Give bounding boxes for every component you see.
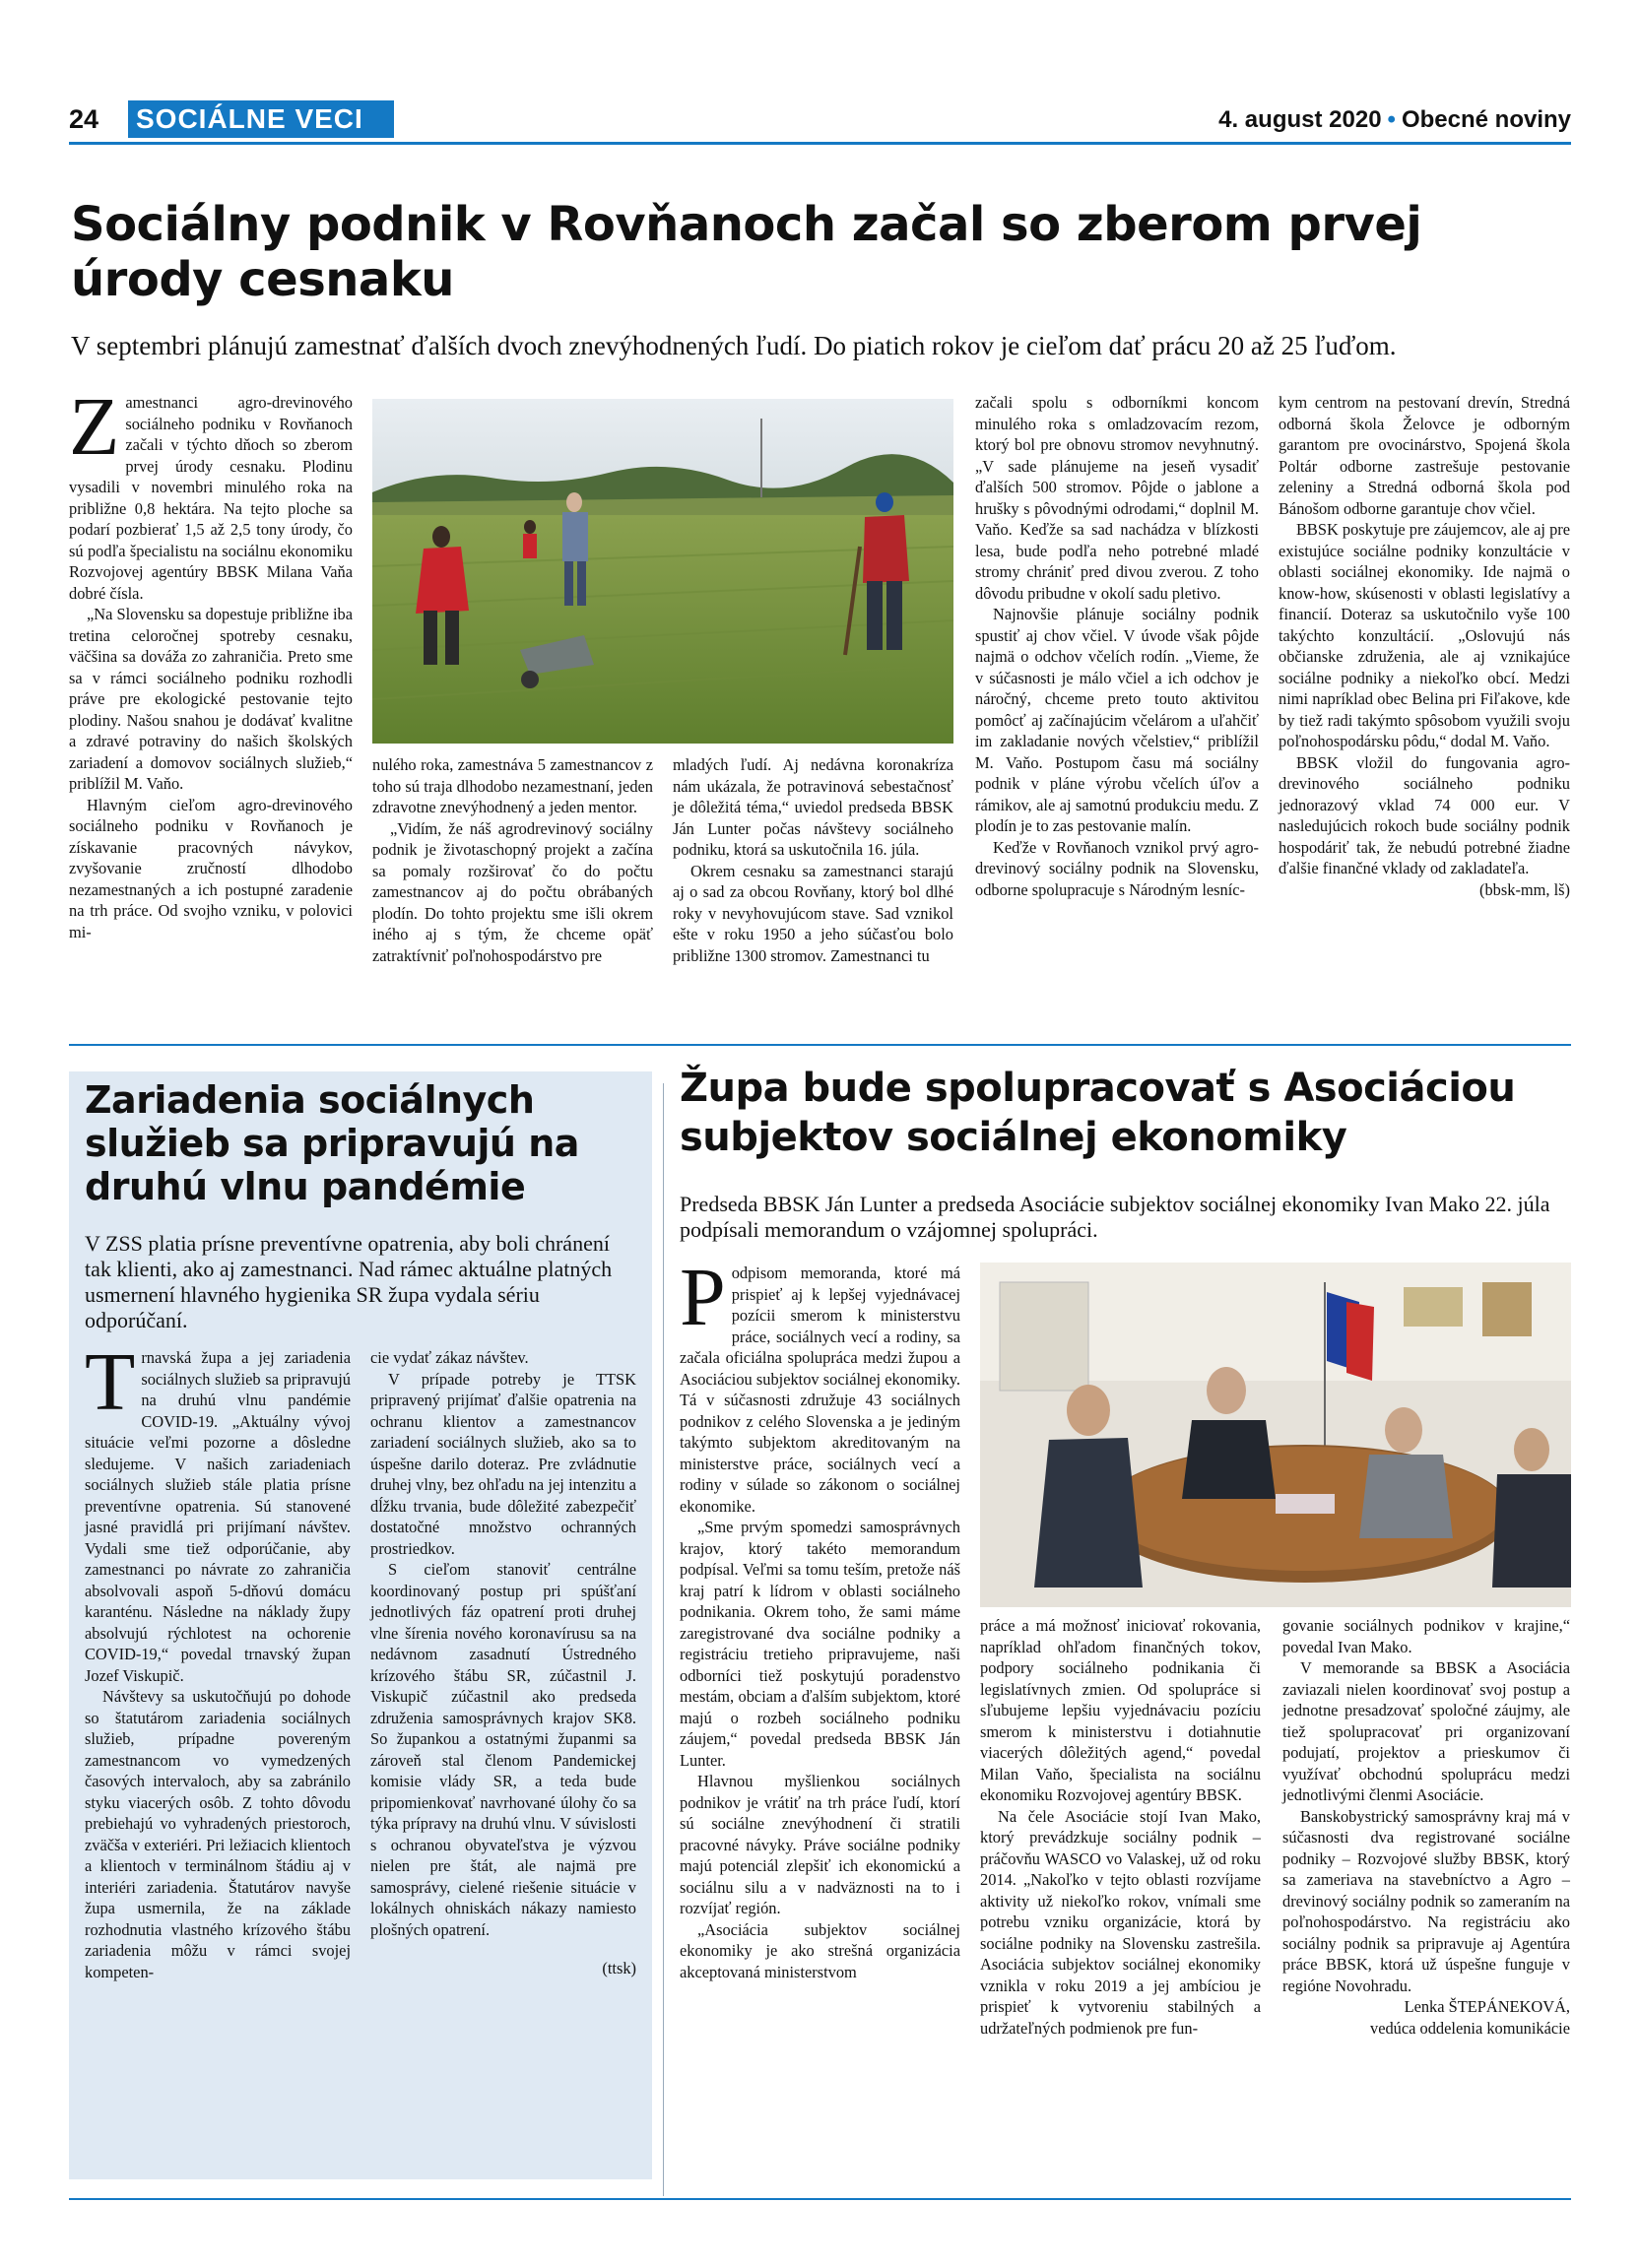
header-rule xyxy=(69,142,1571,145)
article1-column-2 xyxy=(372,754,653,966)
article1-column-4 xyxy=(975,392,1259,900)
paragraph: kym centrom na pestovaní drevín, Stredná odborná škola Želovce je odborným garantom pre ovocinárstvo, Spojená škola Poltár odborne zastrešuje pestovanie zeleniny a Stredná odborná škola pod Bánošom odborne garantuje chov včiel. xyxy=(1279,393,1570,518)
photo-garlic-harvest xyxy=(372,399,953,744)
paragraph: Hlavnou myšlienkou sociálnych podnikov je vrátiť na trh práce ľudí, ktorí sú sociálne znevýhodnení či stratili pracovné návyky. Práve sociálne podniky majú potenciál zlepšiť ich ekonomickú a sociálnu silu a v nadväznosti na to i rozvíjať región. xyxy=(680,1772,960,1917)
dropcap: P xyxy=(680,1252,726,1343)
paragraph: Banskobystrický samosprávny kraj má v súčasnosti dva registrované sociálne podniky – Rozvojové služby BBSK, ktorý sa zameriava na stavebníctvo a Agro – drevinový sociálny podnik so zameraním na poľnohospodárstvo. Na registráciu ako sociálny podnik sa pripravuje aj Agentúra práce BBSK, ktorá už úspešne funguje v regióne Novohradu. xyxy=(1282,1806,1570,1995)
article2-column-2 xyxy=(370,1347,636,1979)
article2-lead: V ZSS platia prísne preventívne opatrenia, aby boli chránení tak klienti, ako aj zamestnanci. Nad rámec aktuálne platných usmernení hlavného hygienika SR župa vydala sériu odporúčaní. xyxy=(85,1231,613,1332)
divider xyxy=(69,1044,1571,1046)
photo-memorandum-signing xyxy=(980,1263,1571,1607)
paragraph: V prípade potreby je TTSK pripravený prijímať ďalšie opatrenia na ochranu klientov a zamestnancov zariadení sociálnych služieb, ako sa to úspešne darilo doteraz. Pre zvládnutie druhej vlny, bez ohľadu na jej intenzitu a dĺžku trvania, bude dôležité zabezpečiť dostatočné množstvo ochranných prostriedkov. xyxy=(370,1369,636,1558)
paragraph: Najnovšie plánuje sociálny podnik spustiť aj chov včiel. V úvode však pôjde najmä o odchov včelích rodín. „Vieme, že v súčasnosti je málo včiel a ich odchov je náročný, chceme preto touto aktivitou pomôcť aj začínajúcim včelárom a uľahčiť im zakladanie nových včelstiev,“ priblížil M. Vaňo. Postupom času má sociálny podnik v pláne výrobu včelích úľov a rámikov, ale aj samotnú produkciu medu. Z plodín je to zas pestovanie malín. xyxy=(975,605,1259,835)
signature-name: Lenka ŠTEPÁNEKOVÁ, xyxy=(1404,1997,1570,2016)
paragraph: BBSK poskytuje pre záujemcov, ale aj pre existujúce sociálne podniky konzultácie v oblasti sociálnej ekonomiky. Ide najmä o know-how, skúsenosti v oblasti legislatívy a financií. Doteraz sa uskutočnilo vyše 100 takýchto konzultácií. „Oslovujú nás občianske združenia, ale aj vznikajúce sociálne podniky a niekoľko obcí. Medzi nimi napríklad obec Belina pri Fiľakove, kde by tiež radi takýmto spôsobom využili svoju poľnohospodársku pôdu,“ dodal M. Vaňo. xyxy=(1279,520,1570,750)
dropcap: Z xyxy=(69,381,120,473)
paragraph: Keďže v Rovňanoch vznikol prvý agro-drevinový sociálny podnik na Slovensku, odborne spolupracuje s Národným lesníc- xyxy=(975,837,1259,899)
article2-column-1 xyxy=(85,1336,351,1982)
separator-dot: • xyxy=(1387,106,1396,133)
article1-column-5 xyxy=(1279,392,1570,900)
article1-title: Sociálny podnik v Rovňanoch začal so zberom prvej úrody cesnaku xyxy=(71,197,1422,307)
page-number: 24 xyxy=(69,104,99,134)
section-label: SOCIÁLNE VECI xyxy=(128,100,394,138)
article3-title: Župa bude spolupracovať s Asociáciou subjektov sociálnej ekonomiky xyxy=(680,1066,1516,1160)
paragraph: odpisom memoranda, ktoré má prispieť aj k lepšej vyjednávacej pozícii smerom k ministerstvu práce, sociálnych vecí a rodiny, sa začala oficiálna spolupráca medzi župou a Asociáciou subjektov sociálnej ekonomiky. Tá v súčasnosti združuje 43 sociálnych podnikov z celého Slovenska a je jediným takýmto subjektom akreditovaným na ministerstve práce, sociálnych vecí a rodiny v súlade so zákonom o sociálnej ekonomike. xyxy=(680,1264,960,1516)
paragraph: „Vidím, že náš agrodrevinový sociálny podnik je životaschopný projekt a začína sa pomaly rozširovať čo do počtu zamestnancov aj do počtu obrábaných plodín. Do tohto projektu sme išli okrem iného aj s tým, že chceme opäť zatraktívniť poľnohospodárstvo pre xyxy=(372,818,653,965)
paragraph: „Na Slovensku sa dopestuje približne iba tretina celoročnej spotreby cesnaku, väčšina sa dováža zo zahraničia. Preto sme sa v rámci sociálneho podniku rozhodli práve pre ekologické pestovanie tejto plodiny. Našou snahou je dodávať kvalitne a zdravé potraviny do našich školských zariadení a domovov sociálnych služieb,“ priblížil M. Vaňo. xyxy=(69,605,353,793)
paragraph: Návštevy sa uskutočňujú po dohode so štatutárom zariadenia sociálnych služieb, prípadne povereným zamestnancom vo vymedzených časových intervaloch, aby sa zabránilo styku viacerých osôb. Z tohto dôvodu prebiehajú vo vyhradených priestoroch, zväčša v exteriéri. Pri ležiacich klientoch a klientoch v terminálnom štádiu aj v interiéri zariadenia. Štatutárov navyše župa usmernila, že na základe rozhodnutia vlastného krízového štábu zariadenia môžu v rámci svojej kompeten- xyxy=(85,1687,351,1981)
article3-column-1 xyxy=(680,1252,960,1982)
paragraph: „Asociácia subjektov sociálnej ekonomiky je ako strešná organizácia akceptovaná ministerstvom xyxy=(680,1919,960,1981)
paragraph: Okrem cesnaku sa zamestnanci starajú aj o sad za obcou Rovňany, ktorý bol dlhé roky v nevyhovujúcom stave. Sad vznikol ešte v roku 1950 a jeho súčasťou bolo približne 1300 stromov. Zamestnanci tu xyxy=(673,861,953,965)
paragraph: BBSK vložil do fungovania agro-drevinového sociálneho podniku jednorazový vklad 74 000 eur. V nasledujúcich rokoch bude sociálny podnik hospodáriť tak, že nebudú potrebné žiadne ďalšie finančné vklady od zakladateľa. xyxy=(1279,752,1570,877)
paragraph: Hlavným cieľom agro-drevinového sociálneho podniku v Rovňanoch je získavanie pracovných návykov, zvyšovanie zručností dlhodobo nezamestnaných a ich postupné zaradenie na trh práce. Od svojho vzniku, v polovici mi- xyxy=(69,795,353,941)
paragraph: začali spolu s odborníkmi koncom minulého roka s omladzovacím rezom, ktorý bol pre obnovu stromov nevyhnutný. „V sade plánujeme na jeseň vysadiť ďalších 500 stromov. Pôjde o jablone a hrušky s pôvodnými odrodami,“ doplnil M. Vaňo. Keďže sa sad nachádza v blízkosti lesa, bude podľa neho potrebné mladé stromy chrániť pred divou zverou. Z toho dôvodu pribudne v okolí sadu pletivo. xyxy=(975,393,1259,603)
article3-column-3 xyxy=(1282,1615,1570,2039)
dropcap: T xyxy=(85,1336,136,1428)
paragraph: cie vydať zákaz návštev. xyxy=(370,1348,529,1367)
paragraph: S cieľom stanoviť centrálne koordinovaný postup pri spúšťaní jednotlivých fáz opatrení proti druhej vlne šírenia nového koronavírusu sa na nedávnom zasadnutí Ústredného krízového štábu SR, zúčastnil J. Viskupič zúčastnil ako predseda združenia samosprávnych krajov SK8. So župankou a ostatnými županmi sa zároveň stal členom Pandemickej komisie vlády SR, a teda bude pripomienkovať navrhované úlohy čo sa týka prípravy na druhú vlnu. V súvislosti s ochranou obyvateľstva je výzvou nielen pre štát, ale najmä pre samosprávy, cielené riešenie situácie v lokálnych ohniskách nákazy namiesto plošných opatrení. xyxy=(370,1560,636,1939)
paragraph: práce a má možnosť iniciovať rokovania, napríklad ohľadom finančných tokov, podpory sociálneho podnikania či legislatívnych zmien. Od spolupráce si sľubujeme lepšiu vyjednávaciu pozíciu smerom k ministerstvu i dotiahnutie viacerých dôležitých agend,“ povedal Milan Vaňo, špecialista na sociálnu ekonomiku Rozvojovej agentúry BBSK. xyxy=(980,1616,1261,1804)
paragraph: Na čele Asociácie stojí Ivan Mako, ktorý prevádzkuje sociálny podnik – práčovňu WASCO vo Valaskej, už od roku 2014. „Nakoľko v tejto oblasti rozvíjame aktivity už niekoľko rokov, vnímali sme potrebu vzniku organizácie, ktorá by sociálne podniky na Slovensku zastrešila. Asociácia subjektov sociálnej ekonomiky vznikla v roku 2019 a jej ambíciou je prispieť k vytvoreniu stabilných a udržateľných podmienok pre fun- xyxy=(980,1806,1261,2038)
paragraph: mladých ľudí. Aj nedávna koronakríza nám ukázala, že potravinová sebestačnosť je dôležitá téma,“ uviedol predseda BBSK Ján Lunter počas návštevy sociálneho podniku, ktorá sa uskutočnila 16. júla. xyxy=(673,755,953,859)
signature-role: vedúca oddelenia komunikácie xyxy=(1370,2018,1570,2038)
paragraph: amestnanci agro-drevinového sociálneho podniku v Rovňanoch začali v týchto dňoch so zberom prvej úrody cesnaku. Plodinu vysadili v novembri minulého roka na približne 0,8 hektára. Na tejto ploche sa podarí pozbierať 1,5 až 2,5 tony úrody, čo sú podľa špecialistu na sociálnu ekonomiku Rozvojovej agentúry BBSK Milana Vaňa dobré čísla. xyxy=(69,393,353,603)
article3-column-2 xyxy=(980,1615,1261,2039)
paragraph: „Sme prvým spomedzi samosprávnych krajov, ktorý takéto memorandum podpísal. Veľmi sa tomu teším, pretože náš kraj patrí k lídrom v oblasti sociálneho podnikania. Okrem toho, že sami máme zaregistrované dva sociálne podniky a registráciu tretieho pripravujeme, naši odborníci tiež poskytujú poradenstvo mestám, obciam a ďalším subjektom, ktoré majú o rozbeh sociálneho podniku záujem,“ povedal predseda BBSK Ján Lunter. xyxy=(680,1518,960,1770)
issue-date: 4. august 2020 xyxy=(1218,106,1382,133)
article1-column-3 xyxy=(673,754,953,966)
newspaper-name: Obecné noviny xyxy=(1401,106,1571,133)
signature: (ttsk) xyxy=(602,1959,636,1977)
column-divider xyxy=(663,1083,664,2196)
footer-rule xyxy=(69,2198,1571,2200)
article1-column-1 xyxy=(69,381,353,942)
paragraph: V memorande sa BBSK a Asociácia zaviazali nielen koordinovať svoj postup a jednotne presadzovať spoločné záujmy, ale tiež spolupracovať pri organizovaní podujatí, projektov a prieskumov či využívať obchodnú spoluprácu medzi jednotlivými členmi Asociácie. xyxy=(1282,1658,1570,1804)
dateline xyxy=(1218,106,1571,134)
signature: (bbsk-mm, lš) xyxy=(1479,879,1570,899)
paragraph: rnavská župa a jej zariadenia sociálnych služieb sa pripravujú na druhú vlnu pandémie COVID-19. „Aktuálny vývoj situácie veľmi pozorne a dôsledne sledujeme. V našich zariadeniach sociálnych služieb stále platia prísne preventívne opatrenia. Sú stanovené jasné pravidlá pri prijímaní návštev. Vydali sme tiež odporúčanie, aby zamestnanci po návrate zo zahraničia absolvovali aspoň 5-dňovú domácu karanténu. Následne na náklady župy absolvujú rýchlotest na ochorenie COVID-19,“ povedal trnavský župan Jozef Viskupič. xyxy=(85,1348,351,1685)
article3-lead: Predseda BBSK Ján Lunter a predseda Asociácie subjektov sociálnej ekonomiky Ivan Mako 22. júla podpísali memorandum o vzájomnej spolupráci. xyxy=(680,1192,1550,1242)
article1-lead: V septembri plánujú zamestnať ďalších dvoch znevýhodnených ľudí. Do piatich rokov je cieľom dať prácu 20 až 25 ľuďom. xyxy=(71,331,1397,360)
paragraph: govanie sociálnych podnikov v krajine,“ povedal Ivan Mako. xyxy=(1282,1616,1570,1656)
article2-title: Zariadenia sociálnych služieb sa pripravujú na druhú vlnu pandémie xyxy=(85,1078,579,1208)
paragraph: nulého roka, zamestnáva 5 zamestnancov z toho sú traja dlhodobo nezamestnaní, jeden zdravotne znevýhodnený a jeden mentor. xyxy=(372,755,653,816)
